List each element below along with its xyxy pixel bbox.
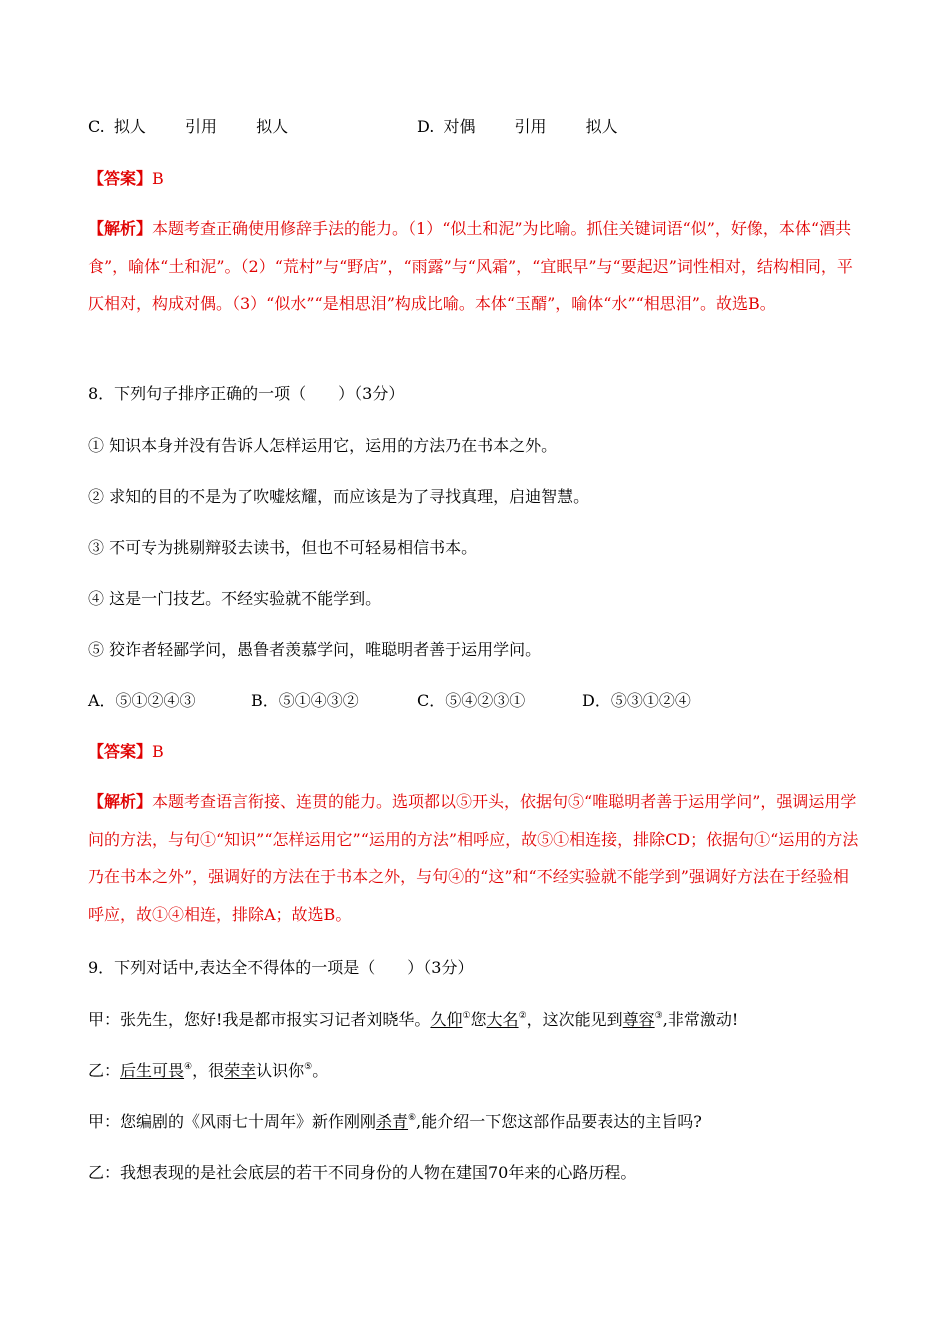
dialogue-text: 认识你 <box>256 1061 305 1080</box>
analysis-text: 本题考查正确使用修辞手法的能力。（1）“似土和泥”为比喻。抓住关键词语“似”，好像，本体“酒共食”，喻体“土和泥”。（2）“荒村”与“野店”，“雨露”与“风霜”，“宜眠早”与“要起迟”词性相对，结构相同，平仄相对，构成对偶。（3）“似水”“是相思泪”构成比喻。本体“玉醑”，喻体“水”“相思泪”。故选B。 <box>88 219 853 313</box>
analysis-text: 本题考查语言衔接、连贯的能力。选项都以⑤开头，依据句⑤“唯聪明者善于运用学问”，强调运用学问的方法，与句①“知识”“怎样运用它”“运用的方法”相呼应，故⑤①相连接，排除CD；依据句①“运用的方法乃在书本之外”，强调好的方法在于书本之外，与句④的“这”和“不经实验就不能学到”强调好方法在于经验相呼应，故①④相连，排除A；故选B。 <box>88 792 859 924</box>
analysis-tag: 【解析】 <box>88 219 153 238</box>
dialogue-text: 甲：张先生，您好!我是都市报实习记者刘晓华。 <box>88 1010 431 1029</box>
q8-option-d: D．⑤③①②④ <box>582 691 691 710</box>
option-item: 对偶 <box>443 117 476 136</box>
q7-option-c <box>88 117 288 137</box>
underlined-phrase: 尊容 <box>622 1010 655 1029</box>
dialogue-text: 甲：您编剧的《风雨七十周年》新作刚刚 <box>88 1112 377 1131</box>
dialogue-text: 乙：我想表现的是社会底层的若干不同身份的人物在建国70年来的心路历程。 <box>88 1163 637 1182</box>
analysis-tag: 【解析】 <box>88 792 153 811</box>
answer-value: B <box>152 742 164 761</box>
dialogue-text: 乙： <box>88 1061 121 1080</box>
option-item: 拟人 <box>113 117 146 136</box>
option-item: 引用 <box>184 117 217 136</box>
q9-dialogue-line-2 <box>88 1061 328 1081</box>
underlined-phrase: 久仰 <box>430 1010 463 1029</box>
marker: ① <box>462 1011 471 1021</box>
marker: ② <box>518 1011 527 1021</box>
option-item: 拟人 <box>256 117 289 136</box>
marker: ④ <box>184 1062 193 1072</box>
option-item: 引用 <box>514 117 547 136</box>
q9-dialogue-line-4 <box>88 1163 636 1183</box>
q9-stem: 9．下列对话中,表达全不得体的一项是（ ）（3分） <box>88 958 474 977</box>
underlined-phrase: 后生可畏 <box>120 1061 185 1080</box>
marker: ③ <box>654 1011 663 1021</box>
answer-value: B <box>152 169 164 188</box>
dialogue-text: ,非常激动! <box>662 1010 739 1029</box>
q8-sentence-5: ⑤ 狡诈者轻鄙学问，愚鲁者羡慕学问，唯聪明者善于运用学问。 <box>88 640 542 659</box>
underlined-phrase: 荣幸 <box>224 1061 257 1080</box>
q8-option-a: A．⑤①②④③ <box>88 691 196 710</box>
q7-analysis <box>88 210 864 323</box>
q9-dialogue-line-3 <box>88 1112 702 1132</box>
marker: ⑥ <box>408 1113 417 1123</box>
dialogue-text: ，很 <box>192 1061 225 1080</box>
q8-option-b: B．⑤①④③② <box>251 691 359 710</box>
answer-tag: 【答案】 <box>88 169 153 188</box>
dialogue-text: ，这次能见到 <box>526 1010 623 1029</box>
option-letter: D. <box>417 117 435 136</box>
answer-tag: 【答案】 <box>88 742 153 761</box>
option-letter: C. <box>88 117 105 136</box>
dialogue-text: 您 <box>470 1010 487 1029</box>
option-item: 拟人 <box>585 117 618 136</box>
q7-answer <box>88 169 164 189</box>
q8-option-c: C．⑤④②③① <box>417 691 526 710</box>
q7-option-d <box>417 117 618 137</box>
q8-sentence-4: ④ 这是一门技艺。不经实验就不能学到。 <box>88 589 382 608</box>
q8-sentence-1: ① 知识本身并没有告诉人怎样运用它，运用的方法乃在书本之外。 <box>88 436 558 455</box>
q9-dialogue-line-1 <box>88 1010 738 1030</box>
underlined-phrase: 大名 <box>486 1010 519 1029</box>
q8-sentence-3: ③ 不可专为挑剔辩驳去读书，但也不可轻易相信书本。 <box>88 538 478 557</box>
underlined-phrase: 杀青 <box>376 1112 409 1131</box>
q8-analysis <box>88 783 864 933</box>
dialogue-text: 。 <box>312 1061 329 1080</box>
marker: ⑤ <box>304 1062 313 1072</box>
q8-answer <box>88 742 164 762</box>
dialogue-text: ,能介绍一下您这部作品要表达的主旨吗? <box>416 1112 702 1131</box>
q8-sentence-2: ② 求知的目的不是为了吹嘘炫耀，而应该是为了寻找真理，启迪智慧。 <box>88 487 590 506</box>
q8-stem: 8．下列句子排序正确的一项（ ）（3分） <box>88 384 405 403</box>
